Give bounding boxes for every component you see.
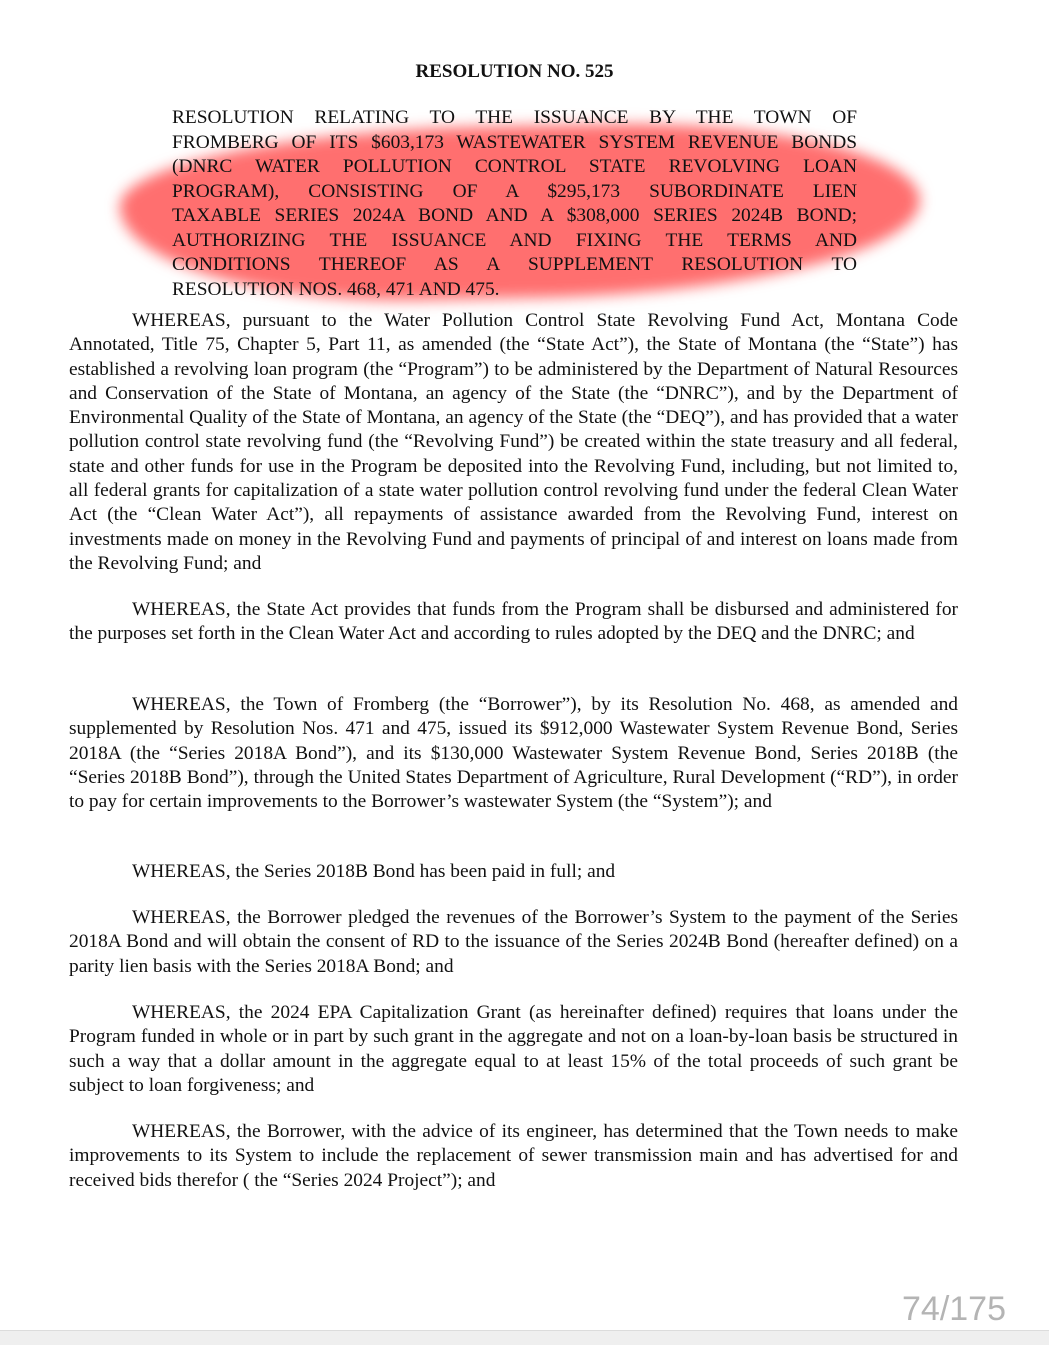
- whereas-paragraph: WHEREAS, the 2024 EPA Capitalization Grant (as hereinafter defined) requires that loans under the Program funded in whole or in part by such grant in the aggregate and not on a loan-by-loan basis be structured in such a way that a dollar amount in the aggregate equal to at least 15% of the total proceeds of such grant be subject to loan forgiveness; and: [69, 1002, 958, 1096]
- heading-line: PROGRAM), CONSISTING OF A $295,173 SUBORDINATE LIEN: [172, 180, 857, 202]
- heading-line: FROMBERG OF ITS $603,173 WASTEWATER SYSTEM REVENUE BONDS: [172, 131, 857, 153]
- whereas-paragraph: WHEREAS, the Series 2018B Bond has been paid in full; and: [132, 861, 616, 882]
- heading-line: RESOLUTION NOS. 468, 471 AND 475.: [172, 278, 500, 300]
- whereas-paragraph: WHEREAS, the Borrower, with the advice of its engineer, has determined that the Town needs to make improvements to its System to include the replacement of sewer transmission main and has advertised for and received bids therefor ( the “Series 2024 Project”); and: [69, 1121, 958, 1191]
- resolution-title: RESOLUTION NO. 525: [415, 61, 614, 82]
- whereas-paragraph: WHEREAS, the State Act provides that funds from the Program shall be disbursed and administered for the purposes set forth in the Clean Water Act and according to rules adopted by the DEQ and the DNRC; and: [69, 599, 958, 645]
- whereas-paragraph: WHEREAS, the Borrower pledged the revenues of the Borrower’s System to the payment of the Series 2018A Bond and will obtain the consent of RD to the issuance of the Series 2024B Bond (hereafter defined) on a parity lien basis with the Series 2018A Bond; and: [69, 907, 958, 977]
- whereas-paragraph: WHEREAS, pursuant to the Water Pollution Control State Revolving Fund Act, Montana Code Annotated, Title 75, Chapter 5, Part 11, as amended (the “State Act”), the State of Montana (the “State”) has established a revolving loan program (the “Program”) to be administered by the Department of Natural Resources and Conservation of the State of Montana, an agency of the State (the “DNRC”), and by the Department of Environmental Quality of the State of Montana, an agency of the State (the “DEQ”), and has provided that a water pollution control state revolving fund (the “Revolving Fund”) be created within the state treasury and all federal, state and other funds for use in the Program be deposited into the Revolving Fund, including, but not limited to, all federal grants for capitalization of a state water pollution control revolving fund under the federal Clean Water Act (the “Clean Water Act”), all repayments of assistance awarded from the Revolving Fund, interest on investments made on money in the Revolving Fund and payments of principal of and interest on loans made from the Revolving Fund; and: [69, 310, 958, 574]
- page-counter: 74/175: [902, 1290, 1006, 1328]
- viewer-bottom-strip: [0, 1330, 1049, 1345]
- heading-line: TAXABLE SERIES 2024A BOND AND A $308,000 SERIES 2024B BOND;: [172, 205, 857, 226]
- heading-line: AUTHORIZING THE ISSUANCE AND FIXING THE TERMS AND: [172, 229, 857, 251]
- whereas-paragraph: WHEREAS, the Town of Fromberg (the “Borrower”), by its Resolution No. 468, as amended and supplemented by Resolution Nos. 471 and 475, issued its $912,000 Wastewater System Revenue Bond, Series 2018A (the “Series 2018A Bond”), and its $130,000 Wastewater System Revenue Bond, Series 2018B (the “Series 2018B Bond”), through the United States Department of Agriculture, Rural Development (“RD”), in order to pay for certain improvements to the Borrower’s wastewater System (the “System”); and: [69, 694, 958, 813]
- resolution-heading: [172, 106, 857, 302]
- heading-line: (DNRC WATER POLLUTION CONTROL STATE REVOLVING LOAN: [172, 156, 857, 177]
- heading-line: RESOLUTION RELATING TO THE ISSUANCE BY THE TOWN OF: [172, 107, 857, 128]
- heading-line: CONDITIONS THEREOF AS A SUPPLEMENT RESOLUTION TO: [172, 254, 857, 275]
